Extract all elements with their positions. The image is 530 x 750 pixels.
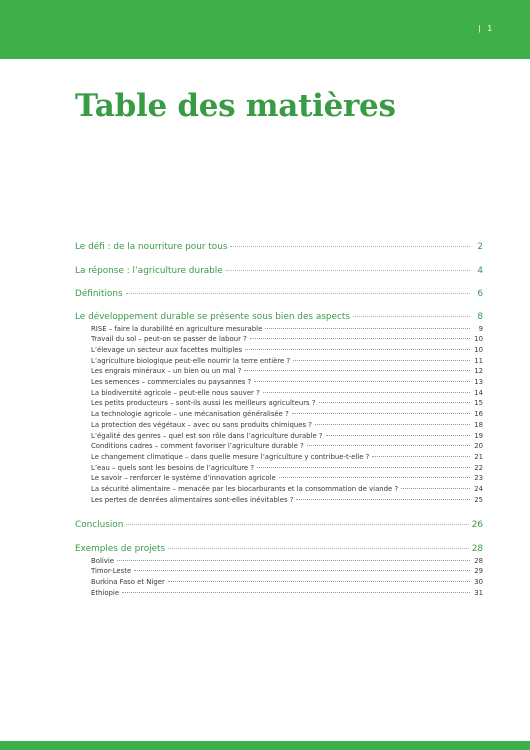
toc-subentry-page: 9 bbox=[478, 324, 483, 333]
toc-leader bbox=[244, 370, 470, 371]
toc-leader bbox=[168, 548, 469, 549]
toc-subentry-page: 11 bbox=[474, 356, 483, 365]
page-number bbox=[478, 24, 492, 33]
toc-leader bbox=[307, 445, 470, 446]
toc-subentry[interactable] bbox=[91, 474, 483, 484]
toc-entry-page: 2 bbox=[477, 242, 483, 252]
toc-subentry-label: Bolivie bbox=[91, 556, 115, 565]
toc-subentry-page: 12 bbox=[474, 367, 483, 376]
toc-subentry-label: Les engrais minéraux – un bien ou un mal ? bbox=[91, 367, 242, 376]
toc-leader bbox=[122, 592, 470, 593]
toc-leader bbox=[296, 499, 470, 500]
toc-subentry-label: La biodiversité agricole – peut-elle nous sauver ? bbox=[91, 388, 260, 397]
toc-subentry-label: La protection des végétaux – avec ou sans produits chimiques ? bbox=[91, 420, 312, 429]
toc-entry[interactable] bbox=[75, 266, 483, 280]
toc-leader bbox=[134, 570, 470, 571]
toc-entry[interactable] bbox=[75, 289, 483, 303]
toc-leader bbox=[230, 246, 470, 247]
toc-subentry-label: Le changement climatique – dans quelle mesure l’agriculture y contribue-t-elle ? bbox=[91, 452, 370, 461]
toc-subentry-label: Les semences – commerciales ou paysannes ? bbox=[91, 378, 252, 386]
toc-leader bbox=[254, 381, 470, 382]
toc-subentry-label: La technologie agricole – une mécanisation généralisée ? bbox=[91, 410, 289, 419]
toc-subentry-label: Les petits producteurs – sont-ils aussi les meilleurs agriculteurs ? bbox=[91, 399, 316, 408]
toc-leader bbox=[126, 293, 470, 294]
toc-entry-label: Conclusion bbox=[75, 520, 124, 530]
page-number-value: 1 bbox=[487, 24, 492, 33]
toc-subentry-page: 10 bbox=[474, 335, 483, 344]
toc-subentry-page: 29 bbox=[474, 567, 483, 576]
toc-entry-page: 28 bbox=[471, 544, 483, 554]
toc-subentry-label: Timor-Leste bbox=[91, 567, 132, 576]
page-title: Table des matières bbox=[75, 88, 396, 124]
toc-subentry[interactable] bbox=[91, 421, 483, 431]
toc-subentry-label: L’agriculture biologique peut-elle nourrir la terre entière ? bbox=[91, 356, 291, 365]
toc-leader bbox=[226, 270, 470, 271]
toc-entry-label: Définitions bbox=[75, 289, 123, 299]
toc-subentry-page: 24 bbox=[474, 485, 483, 493]
toc-subentry-page: 16 bbox=[474, 410, 483, 419]
toc-subentry-page: 21 bbox=[474, 452, 483, 461]
toc-subentry[interactable] bbox=[91, 325, 483, 335]
toc-leader bbox=[126, 524, 468, 525]
toc-subentry-page: 31 bbox=[474, 588, 483, 597]
toc-subentry[interactable] bbox=[91, 464, 483, 474]
header-band bbox=[0, 0, 530, 59]
toc-subentry-page: 25 bbox=[474, 495, 483, 504]
toc-subentry[interactable] bbox=[91, 432, 483, 442]
toc-leader bbox=[257, 467, 470, 468]
toc-entry-label: Exemples de projets bbox=[75, 544, 166, 554]
page-number-separator: | bbox=[478, 24, 481, 33]
toc-entry-page: 6 bbox=[477, 289, 483, 299]
toc-subentry[interactable] bbox=[91, 485, 483, 495]
toc-subentry-page: 23 bbox=[474, 474, 483, 483]
toc-subentry-label: Conditions cadres – comment favoriser l’agriculture durable ? bbox=[91, 442, 304, 451]
toc-subentry-label: L’eau – quels sont les besoins de l’agriculture ? bbox=[91, 463, 254, 472]
toc-leader bbox=[319, 402, 471, 403]
toc-subentry[interactable] bbox=[91, 357, 483, 367]
toc-subentry-label: L’égalité des genres – quel est son rôle dans l’agriculture durable ? bbox=[91, 431, 323, 440]
toc-subentry[interactable] bbox=[91, 567, 483, 577]
toc-entry-page: 4 bbox=[477, 266, 483, 276]
toc-subentry[interactable] bbox=[91, 389, 483, 399]
toc-entry[interactable] bbox=[75, 242, 483, 256]
toc-subentry-label: Le savoir – renforcer le système d’innovation agricole bbox=[91, 474, 276, 483]
toc-subentry-label: Éthiopie bbox=[91, 588, 120, 597]
toc-subentry[interactable] bbox=[91, 578, 483, 588]
toc-entry-label: Le développement durable se présente sous bien des aspects bbox=[75, 312, 350, 322]
toc-subentry[interactable] bbox=[91, 410, 483, 420]
toc-leader bbox=[245, 349, 470, 350]
toc-subentry-page: 14 bbox=[474, 388, 483, 397]
toc-subentry[interactable] bbox=[91, 496, 483, 506]
toc-subentry-label: L’élevage un secteur aux facettes multiples bbox=[91, 345, 243, 354]
toc-subentry-page: 18 bbox=[474, 420, 483, 429]
toc-subentry-page: 28 bbox=[474, 556, 483, 565]
footer-band bbox=[0, 741, 530, 750]
toc-leader bbox=[353, 316, 470, 317]
toc-leader bbox=[250, 338, 470, 339]
toc-subentry-page: 15 bbox=[474, 399, 483, 408]
toc-leader bbox=[263, 392, 470, 393]
toc-subentry-label: Burkina Faso et Niger bbox=[91, 577, 165, 586]
toc-entry-page: 26 bbox=[471, 520, 483, 530]
toc-subentry-page: 30 bbox=[474, 577, 483, 586]
toc-entry[interactable] bbox=[75, 520, 483, 534]
toc-subentry[interactable] bbox=[91, 346, 483, 356]
toc-leader bbox=[279, 477, 470, 478]
toc-subentry-label: La sécurité alimentaire – menacée par les biocarburants et la consommation de viande ? bbox=[91, 485, 399, 493]
toc-subentry[interactable] bbox=[91, 378, 483, 388]
toc-subentry[interactable] bbox=[91, 367, 483, 377]
toc-leader bbox=[315, 424, 470, 425]
toc-subentry[interactable] bbox=[91, 399, 483, 409]
toc-subentry[interactable] bbox=[91, 335, 483, 345]
toc-leader bbox=[401, 488, 470, 489]
toc-subentry-label: Travail du sol – peut-on se passer de labour ? bbox=[91, 335, 247, 344]
toc-subentry[interactable] bbox=[91, 557, 483, 567]
toc-leader bbox=[265, 328, 470, 329]
toc-subentry-page: 19 bbox=[474, 431, 483, 440]
toc-subentry[interactable] bbox=[91, 442, 483, 452]
toc-leader bbox=[372, 456, 470, 457]
toc-leader bbox=[292, 413, 470, 414]
toc-subentry[interactable] bbox=[91, 453, 483, 463]
toc-leader bbox=[293, 360, 470, 361]
toc-leader bbox=[168, 581, 470, 582]
toc-entry-label: Le défi : de la nourriture pour tous bbox=[75, 242, 228, 252]
toc-entry-page: 8 bbox=[477, 312, 483, 322]
toc-entry-label: La réponse : l’agriculture durable bbox=[75, 266, 223, 276]
toc-subentry-label: RISE – faire la durabilité en agriculture mesurable bbox=[91, 324, 263, 333]
toc-subentry-page: 22 bbox=[474, 463, 483, 472]
toc-subentry-page: 13 bbox=[474, 378, 483, 386]
toc-subentry-page: 10 bbox=[474, 345, 483, 354]
toc-subentry-page: 20 bbox=[474, 442, 483, 451]
toc-subentry[interactable] bbox=[91, 589, 483, 599]
toc-leader bbox=[326, 435, 470, 436]
toc-leader bbox=[117, 560, 470, 561]
toc-subentry-label: Les pertes de denrées alimentaires sont-elles inévitables ? bbox=[91, 495, 294, 504]
